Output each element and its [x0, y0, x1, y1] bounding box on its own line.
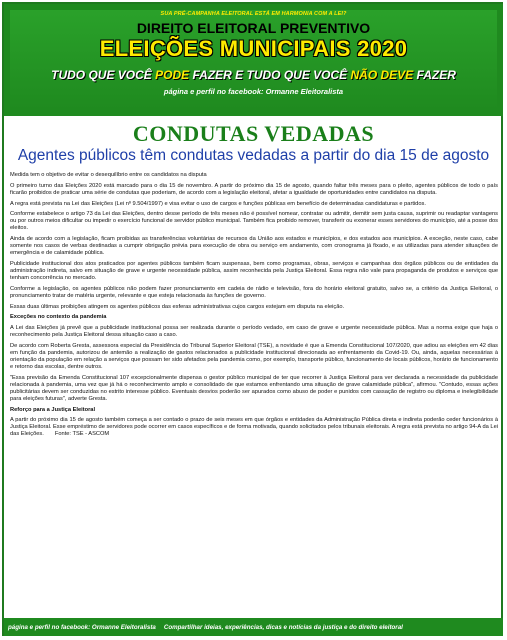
banner-line3-c: FAZER E TUDO QUE VOCÊ: [189, 68, 351, 82]
section-title-pandemia: Exceções no contexto da pandemia: [10, 314, 107, 321]
banner-line3: [10, 68, 497, 82]
article-paragraph: Ainda de acordo com a legislação, ficam proibidas as transferências voluntárias de recursos da União aos estados e municípios, e dos estados aos municípios. A exceção, neste caso, cabe somente nos casos de verbas destinadas a cumprir obrigação prévia para execução de obra ou serviço em andamento, com cronograma já fixado, e as utilizadas para atender situações de emergência e de calamidade pública.: [10, 236, 498, 257]
banner-line3-e: FAZER: [413, 68, 456, 82]
banner-line1: DIREITO ELEITORAL PREVENTIVO: [136, 20, 371, 36]
article-source: Fonte: TSE - ASCOM: [54, 431, 110, 438]
section-title-reforco: Reforço para a Justiça Eleitoral: [10, 406, 96, 413]
banner-facebook-note: página e perfil no facebook: Ormanne Eleitoralista: [163, 87, 344, 96]
article-paragraph: A Lei das Eleições já prevê que a publicidade institucional possa ser realizada durante o período vedado, em caso de grave e urgente necessidade pública. Mas a norma exige que haja o reconhecimento pela Justiça Eleitoral dessa situação caso a caso.: [10, 325, 498, 339]
article-paragraph: De acordo com Roberta Gresta, assessora especial da Presidência do Tribunal Superior Eleitoral (TSE), a novidade é que a Emenda Constitucional 107/2020, que adiou as eleições em 42 dias em função da pandemia, autorizou de antemão a realização de gastos relacionados a publicidade institucional direcionada ao enfrentamento da Covid-19. Ou, ainda, aquelas necessárias à orientação da população em relação a serviços que possam ter sido afetados pela pandemia como, por exemplo, transporte público, funcionamento de locais públicos, horário de funcionamento e retorno das escolas, dentre outros.: [10, 342, 498, 370]
banner-line3-a: TUDO QUE VOCÊ: [51, 68, 156, 82]
article-paragraph: "Essa previsão da Emenda Constitucional 107 excepcionalmente dispensa o gestor público municipal de ter que recorrer à Justiça Eleitoral para ver declarada a necessidade da publicidade relacionada à pandemia, uma vez que já há o reconhecimento amplo e consolidado de que estamos enfrentando uma situação de grave calamidade pública", afirmou. "Contudo, essas ações publicitárias devem ser conduzidas no estrito interesse público. Eventuais desvios poderão ser apurados como abuso de poder e punidos com cassação de registro ou diploma e inelegibilidade para eleições futuras", adverte Gresta.: [10, 374, 498, 402]
footer-banner: [4, 618, 503, 636]
article-paragraph: O primeiro turno das Eleições 2020 está marcado para o dia 15 de novembro. A partir do próximo dia 15 de agosto, quando faltar três meses para o pleito, agentes públicos de todo o país ficarão proibidos de praticar uma série de condutas que poderiam, de acordo com a legislação eleitoral, afetar a igualdade de oportunidades entre candidatos na disputa.: [10, 182, 498, 196]
article-paragraph: Publicidade institucional dos atos praticados por agentes públicos também ficam suspensas, bem como programas, obras, serviços e campanhas dos órgãos públicos ou de entidades da administração indireta, salvo em situação de grave e urgente necessidade pública, assim reconhecida pela Justiça Eleitoral. Essa regra não vale para propaganda de produtos e serviços que tenham concorrência no mercado.: [10, 260, 498, 281]
article-paragraph: Conforme estabelece o artigo 73 da Lei das Eleições, dentro desse período de três meses não é possível nomear, contratar ou admitir, demitir sem justa causa, suprimir ou readaptar vantagens ou por outros meios dificultar ou impedir o exercício funcional de servidor público municipal. Também fica proibido remover, transferir ou exonerar esses servidores do município, até a posse dos eleitos.: [10, 211, 498, 232]
banner-line3-d: NÃO DEVE: [350, 68, 414, 82]
article-paragraph: Conforme a legislação, os agentes públicos não podem fazer pronunciamento em cadeia de rádio e televisão, fora do horário eleitoral gratuito, salvo se, a critério da Justiça Eleitoral, o pronunciamento tratar de matéria urgente, relevante e que esteja relacionada às funções de governo.: [10, 285, 498, 299]
banner-line2: ELEIÇÕES MUNICIPAIS 2020: [99, 36, 408, 61]
article-paragraph-last: [10, 417, 498, 438]
footer-tagline: Compartilhar ideias, experiências, dicas e notícias da justiça e do direito eleitoral: [163, 623, 403, 631]
article-paragraph: Medida tem o objetivo de evitar o desequilíbrio entre os candidatos na disputa: [10, 172, 207, 178]
article-paragraph: Essas duas últimas proibições atingem os agentes públicos das esferas administrativas cujos cargos estejam em disputa na eleição.: [10, 303, 345, 310]
header-banner-inner: [10, 10, 497, 110]
article-title: CONDUTAS VEDADAS: [132, 121, 375, 146]
article-subtitle: Agentes públicos têm condutas vedadas a partir do dia 15 de agosto: [17, 147, 490, 164]
footer-facebook-note: página e perfil no facebook: Ormanne Eleitoralista: [8, 623, 156, 631]
banner-top-note: SUA PRÉ-CAMPANHA ELEITORAL ESTÁ EM HARMONIA COM A LEI?: [160, 11, 347, 17]
banner-line3-b: PODE: [155, 68, 190, 82]
header-banner: [4, 4, 503, 116]
article-paragraph: A regra está prevista na Lei das Eleições (Lei nº 9.504/1997) e visa evitar o uso de cargos e funções públicas em benefício de determinadas candidaturas e partidos.: [10, 200, 426, 207]
article-paragraph-text: A partir do próximo dia 15 de agosto também começa a ser contado o prazo de seis meses em que órgãos e entidades da Administração Pública direta e indireta poderão ceder funcionários à Justiça Eleitoral. Esse empréstimo de servidores pode ocorrer em casos específicos e de forma motivada, quando solicitados pelos tribunais eleitorais. A regra está prevista no artigo 94-A da Lei das Eleições.: [10, 417, 498, 438]
article-body: [10, 172, 498, 604]
